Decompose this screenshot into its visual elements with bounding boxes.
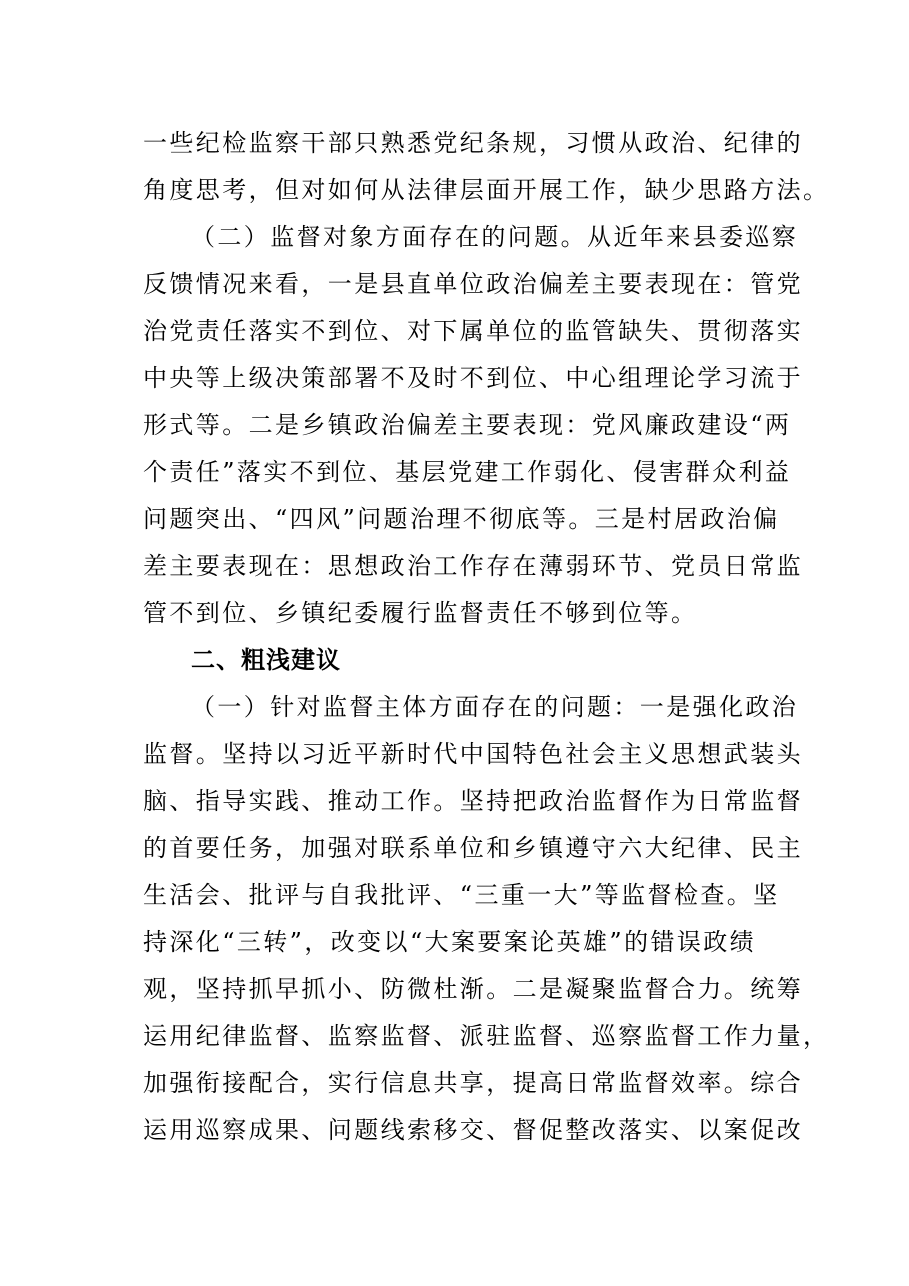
text-line: 反馈情况来看，一是县直单位政治偏差主要表现在：管党	[143, 270, 803, 298]
text-line: 一些纪检监察干部只熟悉党纪条规，习惯从政治、纪律的	[143, 129, 803, 157]
text-line: 差主要表现在：思想政治工作存在薄弱环节、党员日常监	[143, 552, 803, 580]
text-line: 加强衔接配合，实行信息共享，提高日常监督效率。综合	[143, 1069, 803, 1097]
text-line: 的首要任务，加强对联系单位和乡镇遵守六大纪律、民主	[143, 834, 803, 862]
text-line: 问题突出、“四风”问题治理不彻底等。三是村居政治偏	[143, 505, 780, 533]
text-line: 运用巡察成果、问题线索移交、督促整改落实、以案促改	[143, 1116, 803, 1144]
paragraph-start-line: （二）监督对象方面存在的问题。从近年来县委巡察	[191, 223, 799, 251]
text-line: 治党责任落实不到位、对下属单位的监管缺失、贯彻落实	[143, 317, 803, 345]
text-line: 管不到位、乡镇纪委履行监督责任不够到位等。	[143, 599, 698, 627]
text-line: 观，坚持抓早抓小、防微杜渐。二是凝聚监督合力。统筹	[143, 975, 803, 1003]
text-line: 脑、指导实践、推动工作。坚持把政治监督作为日常监督	[143, 787, 803, 815]
section-heading: 二、粗浅建议	[191, 646, 341, 674]
text-line: 个责任”落实不到位、基层党建工作弱化、侵害群众利益	[143, 458, 792, 486]
paragraph-start-line: （一）针对监督主体方面存在的问题：一是强化政治	[191, 693, 799, 721]
text-line: 角度思考，但对如何从法律层面开展工作，缺少思路方法。	[143, 176, 830, 204]
text-line: 运用纪律监督、监察监督、派驻监督、巡察监督工作力量，	[143, 1022, 830, 1050]
text-line: 生活会、批评与自我批评、“三重一大”等监督检查。坚	[143, 881, 780, 909]
text-line: 监督。坚持以习近平新时代中国特色社会主义思想武装头	[143, 740, 803, 768]
document-body	[143, 120, 830, 1154]
text-line: 形式等。二是乡镇政治偏差主要表现：党风廉政建设“两	[143, 411, 792, 439]
text-line: 中央等上级决策部署不及时不到位、中心组理论学习流于	[143, 364, 803, 392]
text-line: 持深化“三转”，改变以“大案要案论英雄”的错误政绩	[143, 928, 757, 956]
